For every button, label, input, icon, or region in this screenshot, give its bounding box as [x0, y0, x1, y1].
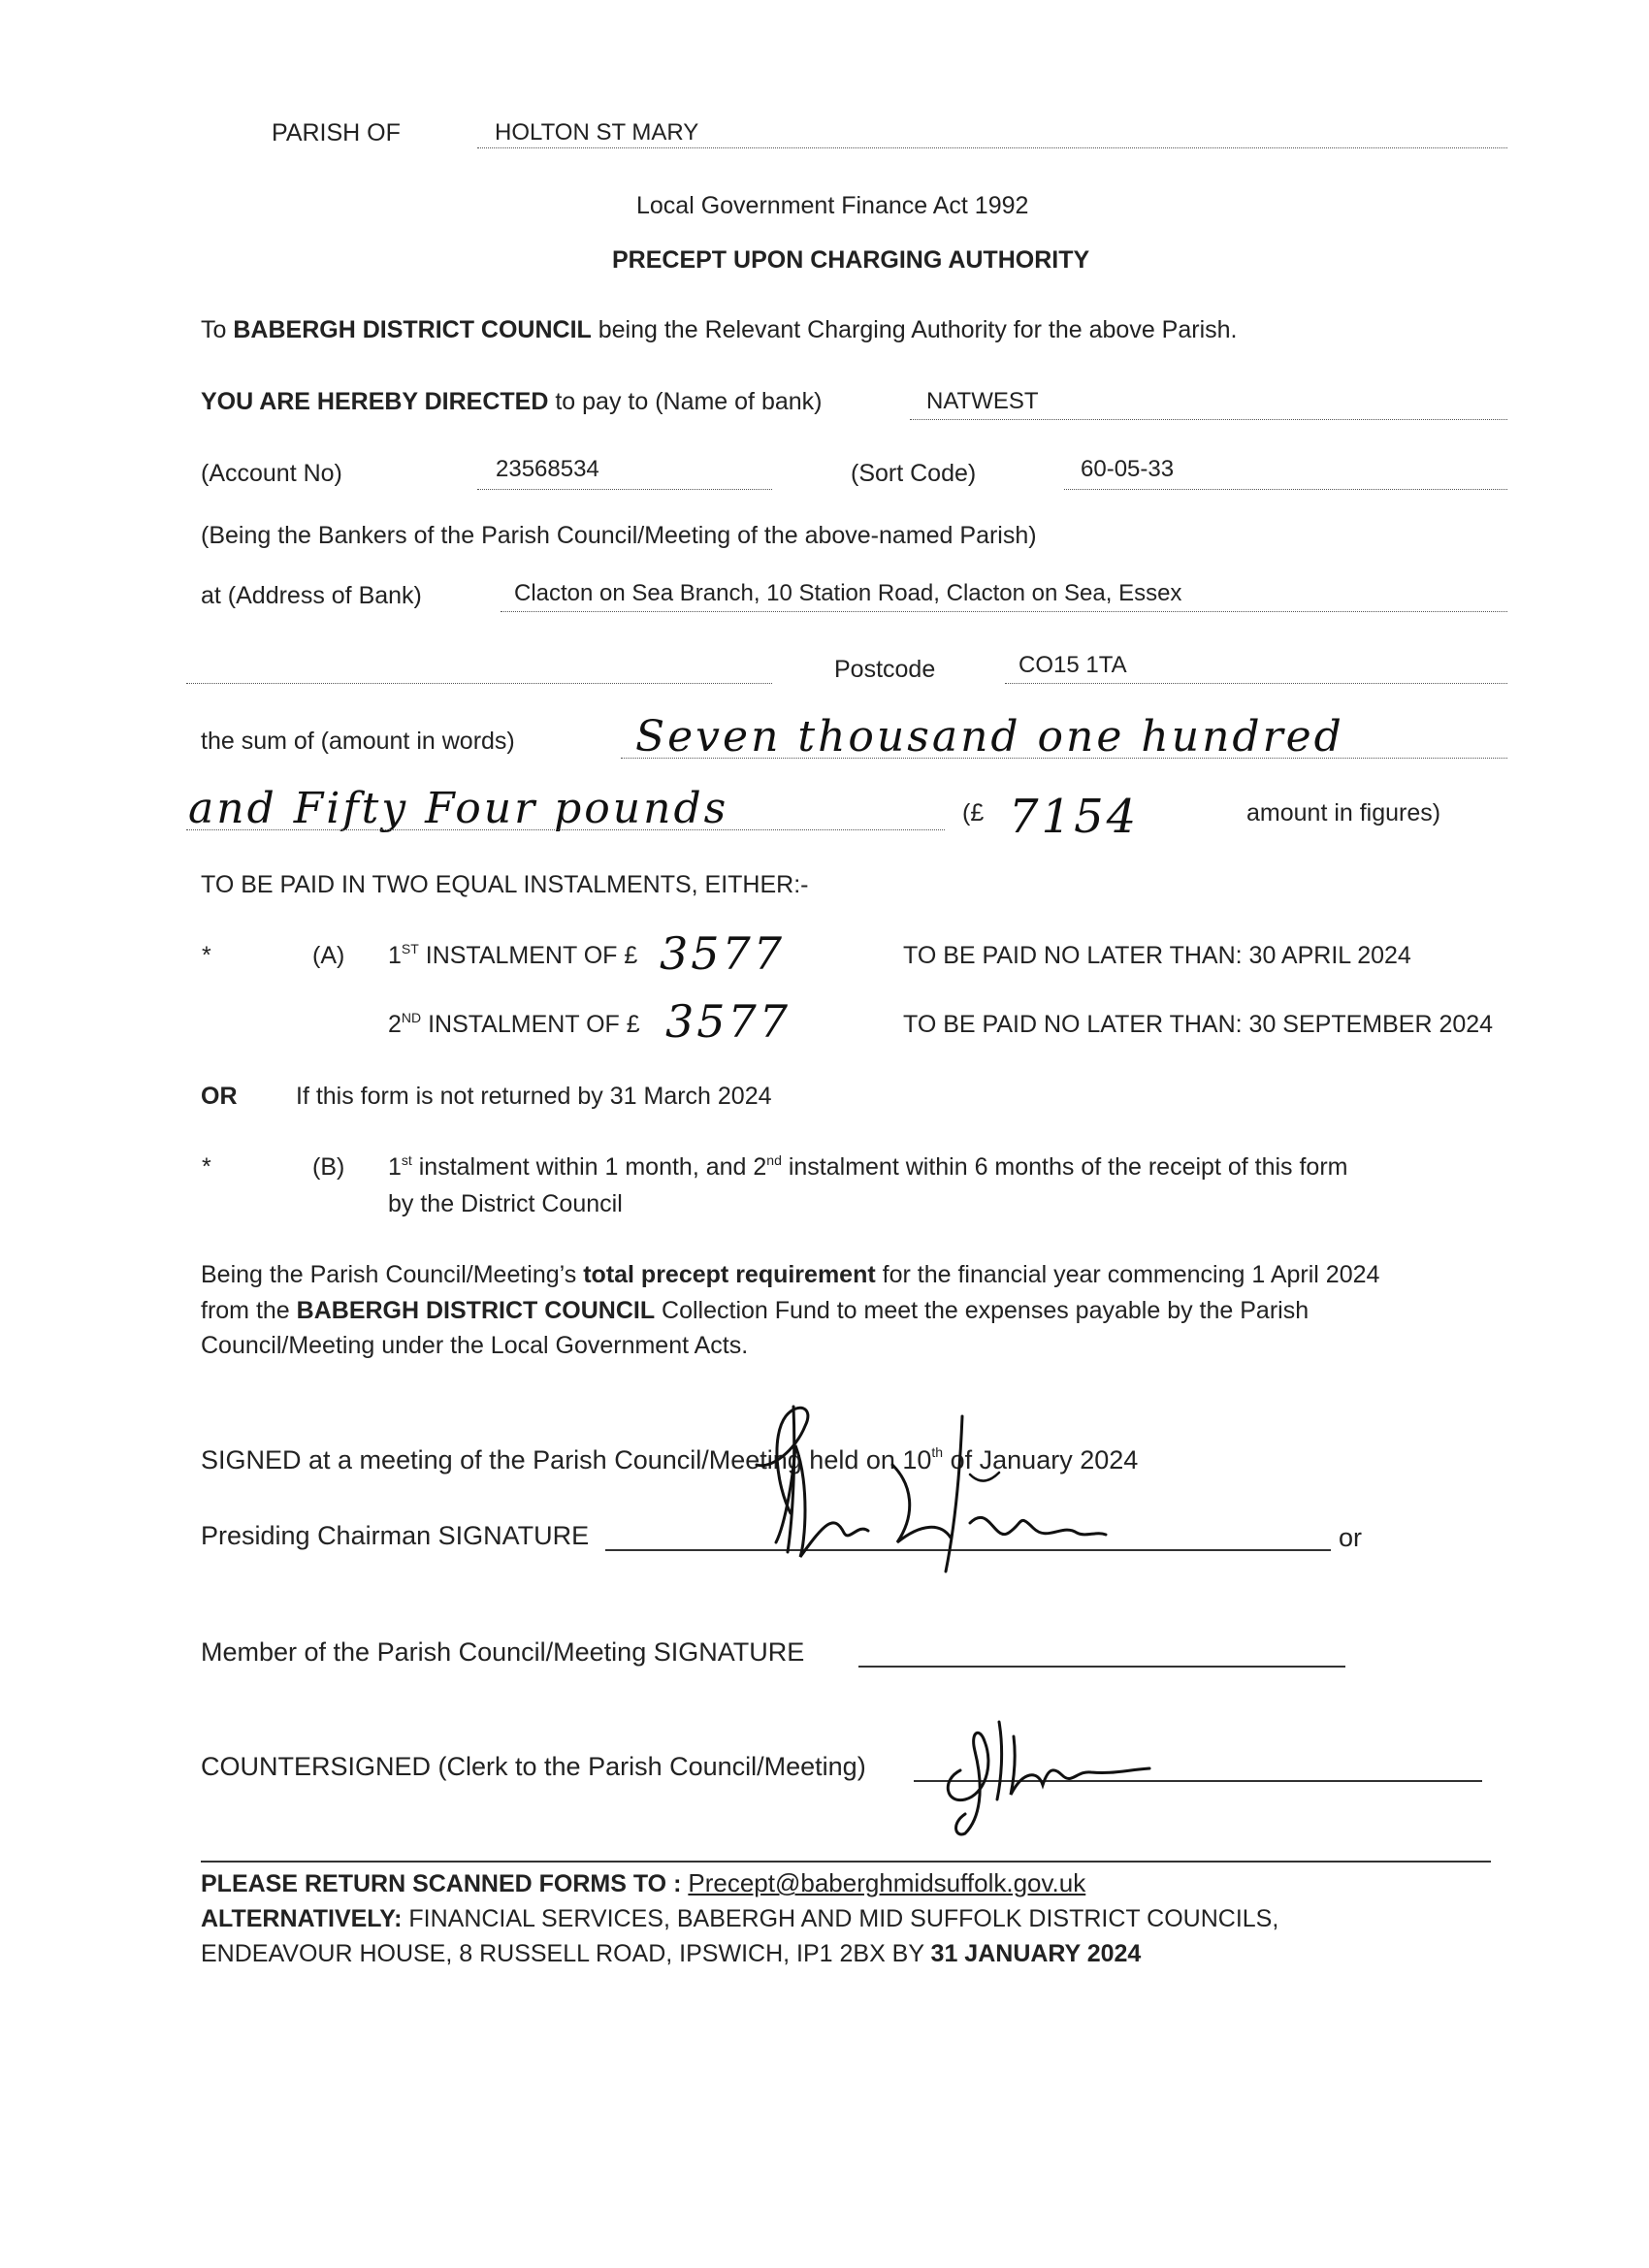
- b-sup-2: nd: [766, 1152, 782, 1168]
- statement-p2-bold: BABERGH DISTRICT COUNCIL: [296, 1297, 656, 1324]
- directed-rest: to pay to (Name of bank): [555, 388, 823, 415]
- option-b-line2: by the District Council: [388, 1190, 623, 1217]
- statement-line-1: [201, 1263, 1379, 1287]
- to-suffix: being the Relevant Charging Authority for the above Parish.: [598, 316, 1238, 343]
- b-end: instalment within 6 months of the receipt of this form: [788, 1153, 1348, 1181]
- statement-p1-bold: total precept requirement: [583, 1261, 876, 1288]
- parish-line: [477, 147, 1507, 148]
- signed-text: SIGNED at a meeting of the Parish Council/Meeting held on 10: [201, 1445, 932, 1474]
- second-due: TO BE PAID NO LATER THAN: 30 SEPTEMBER 2024: [903, 1011, 1494, 1038]
- second-amount: 3577: [665, 995, 792, 1048]
- account-line: [477, 489, 772, 490]
- option-b-label: (B): [312, 1153, 345, 1181]
- counter-label: COUNTERSIGNED (Clerk to the Parish Council/Meeting): [201, 1752, 866, 1781]
- to-line: [201, 318, 1238, 342]
- words-line-2: [186, 829, 945, 830]
- page-title: PRECEPT UPON CHARGING AUTHORITY: [612, 246, 1090, 274]
- statement-p1-end: for the financial year commencing 1 April 2024: [882, 1261, 1380, 1288]
- statement-p1: Being the Parish Council/Meeting’s: [201, 1261, 577, 1288]
- sort-label: (Sort Code): [851, 460, 977, 487]
- parish-name: HOLTON ST MARY: [495, 119, 699, 146]
- words-handwritten-1: Seven thousand one hundred: [635, 712, 1344, 761]
- return-label: PLEASE RETURN SCANNED FORMS TO :: [201, 1870, 682, 1897]
- bank-name-line: [910, 419, 1507, 420]
- to-council: BABERGH DISTRICT COUNCIL: [233, 316, 592, 343]
- chairman-label: Presiding Chairman SIGNATURE: [201, 1521, 590, 1550]
- first-text: INSTALMENT OF £: [425, 942, 638, 969]
- figures-handwritten: 7154: [1009, 790, 1140, 844]
- words-label: the sum of (amount in words): [201, 728, 515, 755]
- second-instalment: [388, 1010, 640, 1038]
- return-email-link[interactable]: Precept@baberghmidsuffolk.gov.uk: [688, 1868, 1086, 1897]
- directed-line: [201, 390, 822, 414]
- member-signature-line: [858, 1666, 1345, 1668]
- chairman-signature: [679, 1377, 1125, 1591]
- second-ord: 2: [388, 1011, 402, 1038]
- footer-address: ENDEAVOUR HOUSE, 8 RUSSELL ROAD, IPSWICH, IP1 2BX BY: [201, 1940, 924, 1967]
- address-line: [501, 611, 1507, 612]
- first-ord: 1: [388, 942, 402, 969]
- postcode-label: Postcode: [834, 656, 936, 683]
- alt-text: FINANCIAL SERVICES, BABERGH AND MID SUFFOLK DISTRICT COUNCILS,: [408, 1905, 1279, 1932]
- footer-divider: [201, 1861, 1491, 1863]
- b-ord-1: 1: [388, 1153, 402, 1181]
- statement-line-2: [201, 1299, 1309, 1323]
- option-b-text: [388, 1152, 1348, 1181]
- statement-line-3: Council/Meeting under the Local Government Acts.: [201, 1332, 749, 1359]
- second-sup: ND: [401, 1010, 422, 1025]
- star-a: *: [202, 942, 211, 969]
- statement-p2-end: Collection Fund to meet the expenses payable by the Parish: [662, 1297, 1310, 1324]
- address-label: at (Address of Bank): [201, 582, 422, 609]
- postcode: CO15 1TA: [1018, 652, 1127, 678]
- footer-deadline: 31 JANUARY 2024: [930, 1940, 1142, 1967]
- footer-address-line: [201, 1942, 1141, 1966]
- first-due: TO BE PAID NO LATER THAN: 30 APRIL 2024: [903, 942, 1411, 969]
- to-prefix: To: [201, 316, 227, 343]
- words-line-1: [621, 758, 1507, 759]
- alt-label: ALTERNATIVELY:: [201, 1905, 403, 1932]
- account-no: 23568534: [496, 456, 599, 482]
- account-label: (Account No): [201, 460, 342, 487]
- directed-bold: YOU ARE HEREBY DIRECTED: [201, 388, 549, 415]
- postcode-line: [1005, 683, 1507, 684]
- figures-prefix: (£: [962, 799, 985, 826]
- first-sup: ST: [401, 941, 419, 956]
- act-title: Local Government Finance Act 1992: [636, 192, 1029, 219]
- sort-line: [1064, 489, 1507, 490]
- clerk-signature: [931, 1712, 1164, 1838]
- bank-address: Clacton on Sea Branch, 10 Station Road, Clacton on Sea, Essex: [514, 580, 1182, 606]
- chairman-or: or: [1339, 1523, 1363, 1552]
- first-instalment: [388, 941, 638, 969]
- or-label: OR: [201, 1083, 238, 1110]
- star-b: *: [202, 1153, 211, 1181]
- or-text: If this form is not returned by 31 March 2024: [296, 1083, 772, 1110]
- bankers-note: (Being the Bankers of the Parish Council/Meeting of the above-named Parish): [201, 522, 1037, 549]
- bank-name: NATWEST: [926, 388, 1039, 414]
- parish-label: PARISH OF: [272, 119, 401, 146]
- address-line-2: [186, 683, 772, 684]
- first-amount: 3577: [660, 927, 786, 980]
- second-text: INSTALMENT OF £: [428, 1011, 640, 1038]
- b-sup-1: st: [401, 1152, 412, 1168]
- figures-label: amount in figures): [1246, 799, 1441, 826]
- b-mid: instalment within 1 month, and 2: [418, 1153, 767, 1181]
- statement-p2: from the: [201, 1297, 290, 1324]
- signed-end: of January 2024: [950, 1445, 1139, 1474]
- signed-sup: th: [931, 1444, 944, 1460]
- instalments-heading: TO BE PAID IN TWO EQUAL INSTALMENTS, EITHER:-: [201, 871, 809, 898]
- words-handwritten-2: and Fifty Four pounds: [188, 784, 729, 833]
- footer-return-line: [201, 1870, 1085, 1896]
- option-a-label: (A): [312, 942, 345, 969]
- sort-code: 60-05-33: [1081, 456, 1175, 482]
- footer-alt-line: [201, 1907, 1278, 1931]
- member-label: Member of the Parish Council/Meeting SIGNATURE: [201, 1637, 805, 1667]
